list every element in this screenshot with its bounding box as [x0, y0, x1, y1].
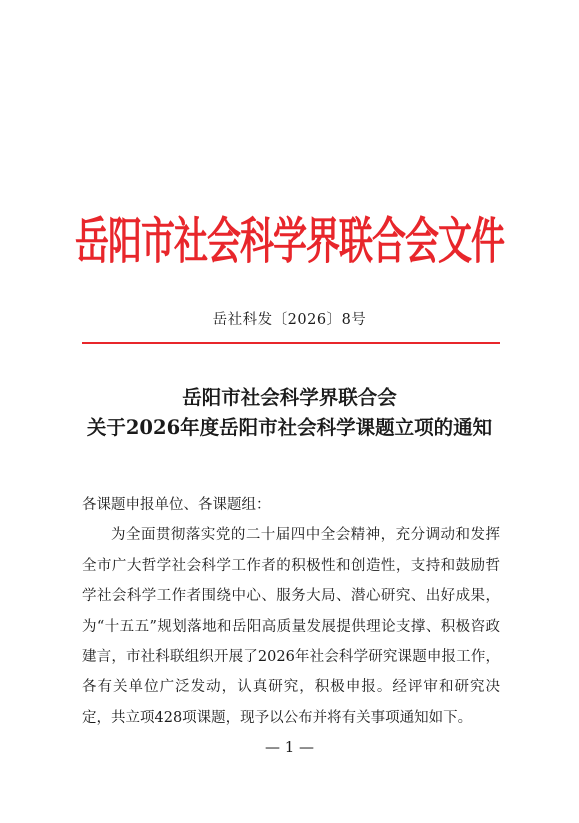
notice-title-line-1: 岳阳市社会科学界联合会 — [182, 386, 397, 409]
red-divider-line — [82, 342, 500, 344]
body-paragraph: 为全面贯彻落实党的二十届四中全会精神，充分调动和发挥全市广大哲学社会科学工作者的积极性和创造性，支持和鼓励哲学社会科学工作者围绕中心、服务大局、潜心研究、出好成果，为“十五五”规划落地和岳阳高质量发展提供理论支撑、积极咨政建言，市社科联组织开展了2026年社会科学研究课题申报工作，各有关单位广泛发动，认真研究，积极申报。经评审和研究决定，共立项428项课题，现予以公布并将有关事项通知如下。 — [82, 527, 500, 726]
red-header-title: 岳阳市社会科学界联合会文件 — [75, 213, 504, 272]
notice-title-line-2: 关于2026年度岳阳市社会科学课题立项的通知 — [86, 416, 493, 439]
salutation: 各课题申报单位、各课题组： — [82, 497, 271, 513]
document-body — [82, 490, 500, 733]
document-number: 岳社科发〔2026〕8号 — [212, 312, 367, 328]
notice-title — [0, 383, 579, 443]
page-number: — 1 — — [264, 738, 315, 756]
